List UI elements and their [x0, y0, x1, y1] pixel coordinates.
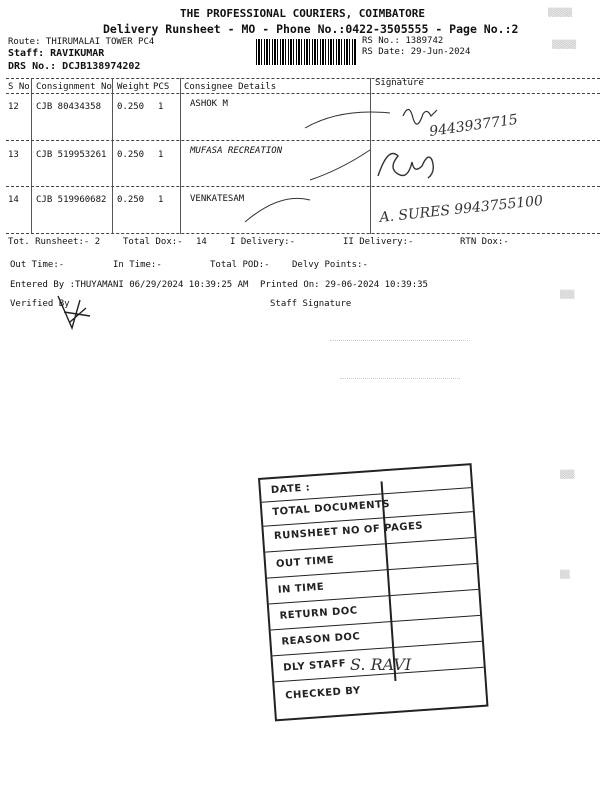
bleed-through-mark: [330, 340, 470, 341]
row-weight: 0.250: [117, 150, 145, 160]
row-consignment: CJB 519953261: [36, 150, 107, 160]
row-sno: 14: [8, 195, 19, 205]
stamp-handwritten-name: S. RAVI: [350, 655, 412, 674]
stamp-label: CHECKED BY: [284, 685, 362, 702]
out-time: Out Time:-: [10, 260, 65, 270]
row-consignment: CJB 80434358: [36, 102, 102, 112]
row-weight: 0.250: [117, 195, 145, 205]
column-rule: [31, 78, 32, 234]
stamp-label: DATE :: [270, 482, 311, 497]
row-pcs: 1: [158, 150, 164, 160]
delivery-points: Delvy Points:-: [292, 260, 368, 270]
column-rule: [112, 78, 113, 234]
route-label: Route: THIRUMALAI TOWER PC4: [8, 37, 155, 47]
ii-delivery: II Delivery:-: [343, 237, 414, 247]
barcode: [256, 39, 356, 65]
divider: [6, 78, 600, 79]
company-name: THE PROFESSIONAL COURIERS, COIMBATORE: [180, 7, 426, 20]
staff-label: Staff: RAVIKUMAR: [8, 48, 105, 59]
row-consignee: ASHOK M: [190, 99, 228, 109]
handwritten-signature: A. SURES 9943755100: [378, 192, 544, 226]
handwritten-phone: 9443937715: [428, 111, 519, 140]
bleed-through-text: ▒▒▒: [560, 290, 575, 299]
row-sno: 12: [8, 102, 19, 112]
row-consignee: MUFASA RECREATION: [190, 146, 283, 156]
in-time: In Time:-: [113, 260, 162, 270]
stamp-label: RUNSHEET NO OF PAGES: [273, 520, 424, 543]
sheet-title: Delivery Runsheet - MO - Phone No.:0422-3505555 - Page No.:2: [103, 22, 519, 36]
stamp-label: IN TIME: [277, 581, 325, 596]
entered-by: Entered By :THUYAMANI 06/29/2024 10:39:25 AM: [10, 280, 249, 290]
row-weight: 0.250: [117, 102, 145, 112]
divider: [6, 233, 600, 234]
stamp-label: TOTAL DOCUMENTS: [272, 498, 391, 519]
total-dox-value: 14: [196, 237, 207, 247]
rs-number: RS No.: 1389742: [362, 36, 444, 46]
signature-row-14: [240, 182, 600, 232]
bleed-through-text: ▒▒: [560, 570, 570, 579]
row-consignment: CJB 519960682: [36, 195, 107, 205]
verified-signature: [50, 292, 100, 337]
row-sno: 13: [8, 150, 19, 160]
bleed-through-text: ▒▒▒▒▒: [548, 8, 573, 17]
i-delivery: I Delivery:-: [230, 237, 296, 247]
column-header: PCS: [153, 82, 170, 92]
staff-signature-label: Staff Signature: [270, 299, 352, 309]
delivery-stamp: [258, 463, 488, 721]
signature-row-12: [300, 88, 540, 148]
column-header: Consignee Details: [184, 82, 277, 92]
row-consignee: VENKATESAM: [190, 194, 245, 204]
column-rule: [180, 78, 181, 234]
stamp-handwriting: [340, 648, 480, 678]
drs-number: DRS No.: DCJB138974202: [8, 61, 141, 72]
verified-by: Verified By: [10, 299, 70, 309]
bleed-through-text: ▒▒▒: [560, 470, 575, 479]
column-header: Signature: [375, 78, 424, 88]
bleed-through-text: ▒▒▒▒▒: [552, 40, 577, 49]
column-header: Weight: [117, 82, 150, 92]
stamp-label: REASON DOC: [281, 631, 361, 648]
bleed-through-mark: [340, 378, 460, 379]
stamp-label: OUT TIME: [275, 554, 335, 570]
column-header: S No: [8, 82, 30, 92]
total-runsheet: Tot. Runsheet:- 2: [8, 237, 101, 247]
row-pcs: 1: [158, 195, 164, 205]
rtn-dox: RTN Dox:-: [460, 237, 509, 247]
total-dox-label: Total Dox:-: [123, 237, 183, 247]
printed-on: Printed On: 29-06-2024 10:39:35: [260, 280, 428, 290]
stamp-label: DLY STAFF: [282, 658, 347, 674]
rs-date: RS Date: 29-Jun-2024: [362, 47, 471, 57]
row-pcs: 1: [158, 102, 164, 112]
column-header: Consignment No: [36, 82, 112, 92]
stamp-label: RETURN DOC: [279, 605, 359, 622]
total-pod: Total POD:-: [210, 260, 270, 270]
